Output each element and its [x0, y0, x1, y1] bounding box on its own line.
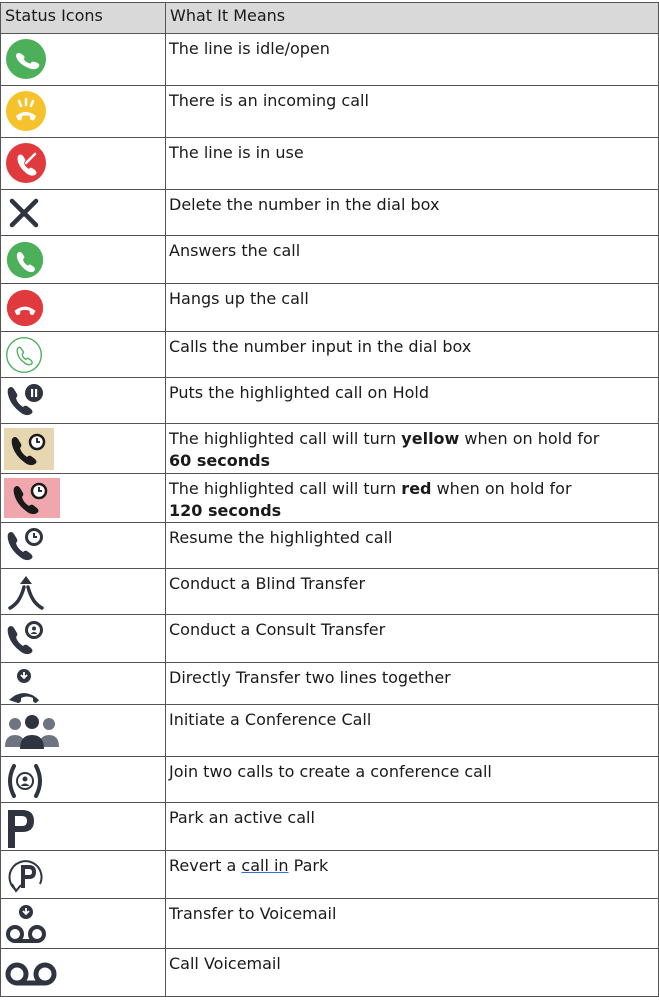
- status-icons-table: [0, 2, 659, 997]
- row-description: Hangs up the call: [169, 289, 309, 308]
- table-row: [1, 615, 659, 663]
- row-description: Resume the highlighted call: [169, 528, 393, 547]
- table-row: [1, 378, 659, 424]
- hold-yellow-icon: [4, 428, 54, 470]
- table-row: [1, 705, 659, 757]
- dial-outline-green-icon: [4, 335, 44, 375]
- row-description: Initiate a Conference Call: [169, 710, 372, 729]
- park-p-icon: [4, 806, 40, 850]
- consult-transfer-icon: [4, 618, 48, 660]
- call-in-link[interactable]: call in: [241, 856, 289, 875]
- hold-call-icon: [4, 381, 48, 421]
- table-row: [1, 236, 659, 284]
- row-description: Answers the call: [169, 241, 301, 260]
- row-description: Call Voicemail: [169, 954, 281, 973]
- incoming-call-yellow-icon: [4, 89, 48, 133]
- header-what-it-means: What It Means: [166, 3, 659, 34]
- resume-call-icon: [4, 526, 48, 566]
- row-description: Conduct a Blind Transfer: [169, 574, 366, 593]
- table-row: [1, 757, 659, 803]
- join-calls-icon: [4, 760, 46, 802]
- table-row: [1, 284, 659, 332]
- row-description: Conduct a Consult Transfer: [169, 620, 386, 639]
- row-description: There is an incoming call: [169, 91, 369, 110]
- phone-idle-green-icon: [4, 37, 48, 81]
- row-description: The highlighted call will turn red when on hold for 120 seconds: [169, 479, 572, 520]
- header-status-icons: Status Icons: [1, 3, 166, 34]
- row-description: Puts the highlighted call on Hold: [169, 383, 429, 402]
- voicemail-icon: [4, 952, 58, 992]
- row-description: Park an active call: [169, 808, 315, 827]
- table-row: [1, 332, 659, 378]
- table-row: [1, 899, 659, 949]
- conference-group-icon: [4, 711, 60, 751]
- row-description: The line is in use: [169, 143, 304, 162]
- row-description: Calls the number input in the dial box: [169, 337, 472, 356]
- table-row: [1, 474, 659, 523]
- transfer-voicemail-icon: [4, 902, 48, 946]
- row-description: Delete the number in the dial box: [169, 195, 440, 214]
- table-row: [1, 138, 659, 190]
- table-row: [1, 424, 659, 474]
- row-description: The highlighted call will turn yellow when on hold for 60 seconds: [169, 429, 600, 470]
- table-row: [1, 851, 659, 899]
- answer-call-green-icon: [4, 239, 46, 281]
- table-row: [1, 523, 659, 569]
- revert-park-icon: [4, 854, 48, 898]
- table-row: [1, 949, 659, 997]
- table-row: [1, 803, 659, 851]
- line-in-use-red-icon: [4, 141, 48, 185]
- table-row: [1, 569, 659, 615]
- row-description: Directly Transfer two lines together: [169, 668, 451, 687]
- table-row: [1, 86, 659, 138]
- table-header-row: [1, 3, 659, 34]
- table-row: [1, 34, 659, 86]
- row-description: Join two calls to create a conference call: [169, 762, 492, 781]
- table-row: [1, 190, 659, 236]
- hold-red-icon: [4, 478, 60, 518]
- row-description: Revert a call in Park: [169, 856, 329, 875]
- direct-transfer-icon: [4, 666, 44, 704]
- row-description: The line is idle/open: [169, 39, 330, 58]
- blind-transfer-icon: [4, 572, 48, 612]
- row-description: Transfer to Voicemail: [169, 904, 337, 923]
- table-row: [1, 663, 659, 705]
- close-x-icon: [4, 193, 44, 233]
- hang-up-red-icon: [4, 287, 46, 329]
